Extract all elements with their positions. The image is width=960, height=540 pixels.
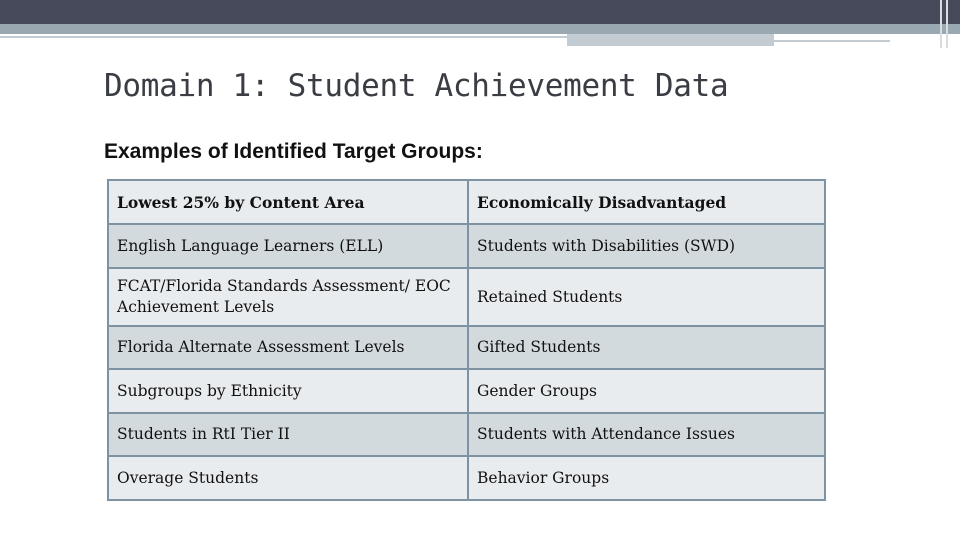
table-row [108, 369, 825, 413]
banner-accent [567, 34, 774, 46]
table-cell: Gender Groups [468, 369, 825, 413]
banner-edge-line [940, 0, 942, 48]
table-row [108, 413, 825, 456]
section-subtitle: Examples of Identified Target Groups: [104, 140, 483, 163]
page-title: Domain 1: Student Achievement Data [104, 68, 729, 104]
table-cell: Students in RtI Tier II [108, 413, 468, 456]
table-cell: Overage Students [108, 456, 468, 500]
table-row [108, 456, 825, 500]
table-row [108, 326, 825, 369]
table-cell: Economically Disadvantaged [468, 180, 825, 224]
table-cell: Lowest 25% by Content Area [108, 180, 468, 224]
table-row [108, 268, 825, 326]
table-cell: FCAT/Florida Standards Assessment/ EOC Achievement Levels [108, 268, 468, 326]
table-cell: Subgroups by Ethnicity [108, 369, 468, 413]
target-groups-table [107, 179, 826, 501]
table-cell: Students with Disabilities (SWD) [468, 224, 825, 268]
banner-accent-line [0, 36, 567, 38]
table-row [108, 224, 825, 268]
banner-accent-line-right [774, 40, 890, 42]
banner-edge-line [946, 0, 948, 48]
table-cell: English Language Learners (ELL) [108, 224, 468, 268]
table-cell: Gifted Students [468, 326, 825, 369]
top-banner-stripe [0, 24, 960, 34]
table-cell: Florida Alternate Assessment Levels [108, 326, 468, 369]
table-cell: Students with Attendance Issues [468, 413, 825, 456]
table-cell: Retained Students [468, 268, 825, 326]
table-cell: Behavior Groups [468, 456, 825, 500]
top-banner [0, 0, 960, 24]
table-row [108, 180, 825, 224]
